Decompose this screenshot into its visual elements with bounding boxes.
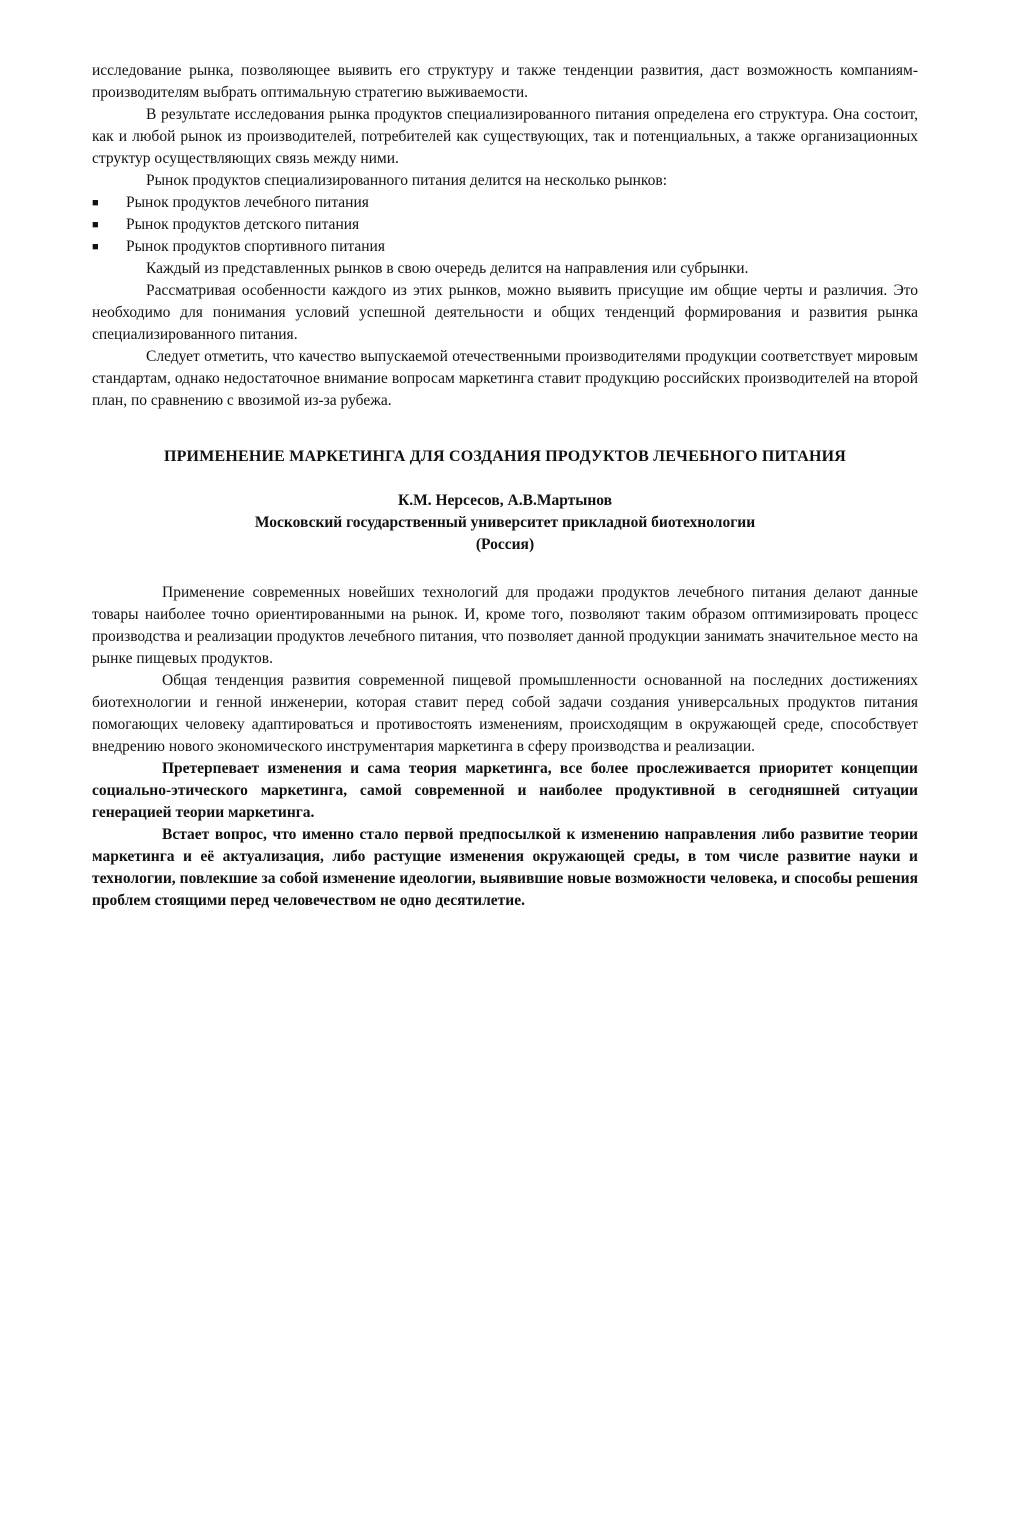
after-list-paragraph-1: Каждый из представленных рынков в свою очередь делится на направления или субрынки. (146, 260, 749, 277)
after-list-paragraph-2: Рассматривая особенности каждого из этих рынков, можно выявить присущие им общие черты и различия. Это необходимо для понимания условий успешной деятельности и общих тенденций формирования и развития рынка специализированного питания. (92, 282, 918, 343)
article-paragraph-2: Общая тенденция развития современной пищевой промышленности основанной на последних достижениях биотехнологии и генной инженерии, которая ставит перед собой задачи создания универсальных продуктов питания помогающих человеку адаптироваться и противостоять изменениям, происходящим в окружающей среде, способствует внедрению нового экономического инструментария маркетинга в сферу производства и реализации. (92, 672, 918, 755)
article-authors: К.М. Нерсесов, А.В.Мартынов (397, 492, 612, 509)
bullet-icon: ■ (92, 219, 99, 231)
list-item-label: Рынок продуктов детского питания (126, 216, 360, 233)
list-item (92, 192, 918, 214)
article-country: (Россия) (475, 536, 535, 553)
document-page (92, 60, 918, 912)
article-paragraph-1: Применение современных новейших технологий для продажи продуктов лечебного питания делают данные товары наиболее точно ориентированными на рынок. И, кроме того, позволяют таким образом оптимизировать процесс производства и реализации продуктов лечебного питания, что позволяет данной продукции занимать значительное место на рынке пищевых продуктов. (92, 584, 918, 667)
market-list (92, 192, 918, 258)
bullet-icon: ■ (92, 197, 99, 209)
list-item (92, 236, 918, 258)
intro-paragraph-1: исследование рынка, позволяющее выявить его структуру и также тенденции развития, даст возможность компаниям-производителям выбрать оптимальную стратегию выживаемости. (92, 62, 918, 101)
after-list-paragraph-3: Следует отметить, что качество выпускаемой отечественными производителями продукции соответствует мировым стандартам, однако недостаточное внимание вопросам маркетинга ставит продукцию российских производителей на второй план, по сравнению с ввозимой из-за рубежа. (92, 348, 918, 409)
article-paragraph-3: Претерпевает изменения и сама теория маркетинга, все более прослеживается приоритет концепции социально-этического маркетинга, самой современной и наиболее продуктивной в сегодняшней ситуации генерацией теории маркетинга. (92, 760, 918, 821)
list-item (92, 214, 918, 236)
article-affiliation: Московский государственный университет прикладной биотехнологии (254, 514, 756, 531)
intro-paragraph-3: Рынок продуктов специализированного питания делится на несколько рынков: (146, 172, 668, 189)
article-title: ПРИМЕНЕНИЕ МАРКЕТИНГА ДЛЯ СОЗДАНИЯ ПРОДУКТОВ ЛЕЧЕБНОГО ПИТАНИЯ (163, 448, 847, 465)
list-item-label: Рынок продуктов спортивного питания (126, 238, 385, 255)
bullet-icon: ■ (92, 241, 99, 253)
list-item-label: Рынок продуктов лечебного питания (126, 194, 369, 211)
article-paragraph-4: Встает вопрос, что именно стало первой предпосылкой к изменению направления либо развитие теории маркетинга и её актуализация, либо растущие изменения окружающей среды, в том числе развитие науки и технологии, повлекшие за собой изменение идеологии, выявившие новые возможности человека, и способы решения проблем стоящими перед человечеством не одно десятилетие. (92, 826, 918, 909)
intro-paragraph-2: В результате исследования рынка продуктов специализированного питания определена его структура. Она состоит, как и любой рынок из производителей, потребителей как существующих, так и потенциальных, а также организационных структур осуществляющих связь между ними. (92, 106, 918, 167)
